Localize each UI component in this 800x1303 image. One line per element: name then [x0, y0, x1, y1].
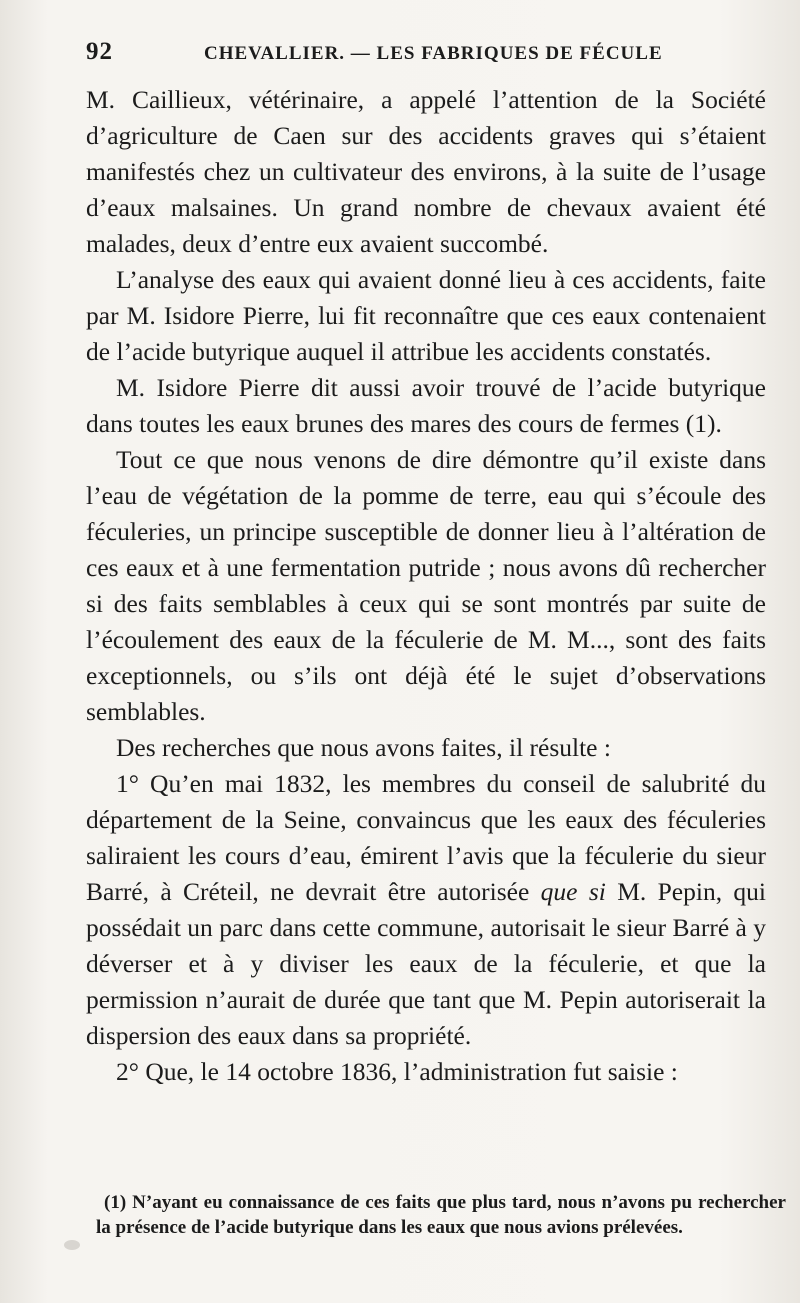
paragraph-3: M. Isidore Pierre dit aussi avoir trouvé de l’acide butyrique dans toutes les eaux brunes des mares des cours de fermes (1).	[86, 373, 766, 438]
page-number: 92	[86, 38, 113, 65]
paragraph-6-text-a: 1° Qu’en mai 1832, les membres du conseil de salubrité du département de la Seine, convaincus que les eaux des féculeries saliraient les cours d’eau, émirent l’avis que la féculerie du sieur Barré, à Créteil, ne devrait être autorisée	[86, 769, 766, 906]
footnote-1: (1) N’ayant eu connaissance de ces faits que plus tard, nous n’avons pu rechercher la présence de l’acide butyrique dans les eaux que nous avions prélevées.	[96, 1192, 786, 1238]
body-text	[86, 82, 766, 1090]
paragraph-6	[86, 766, 766, 1054]
ink-smudge	[64, 1240, 80, 1250]
paragraph-6-emphasis: que si	[540, 877, 606, 906]
running-head: CHEVALLIER. — LES FABRIQUES DE FÉCULE	[204, 43, 663, 64]
footnotes	[96, 1190, 786, 1240]
page-header	[86, 38, 766, 72]
paragraph-6-text-b: M. Pepin, qui possédait un parc dans cette commune, autorisait le sieur Barré à y déverser et à y diviser les eaux de la féculerie, et que la permission n’aurait de durée que tant que M. Pepin autoriserait la dispersion des eaux dans sa propriété.	[86, 877, 767, 1050]
paragraph-2: L’analyse des eaux qui avaient donné lieu à ces accidents, faite par M. Isidore Pierre, lui fit reconnaître que ces eaux contenaient de l’acide butyrique auquel il attribue les accidents constatés.	[86, 265, 766, 366]
paragraph-5: Des recherches que nous avons faites, il résulte :	[116, 733, 611, 762]
paragraph-7: 2° Que, le 14 octobre 1836, l’administration fut saisie :	[116, 1057, 678, 1086]
paragraph-4: Tout ce que nous venons de dire démontre qu’il existe dans l’eau de végétation de la pomme de terre, eau qui s’écoule des féculeries, un principe susceptible de donner lieu à l’altération de ces eaux et à une fermentation putride ; nous avons dû rechercher si des faits semblables à ceux qui se sont montrés par suite de l’écoulement des eaux de la féculerie de M. M..., sont des faits exceptionnels, ou s’ils ont déjà été le sujet d’observations semblables.	[86, 445, 766, 726]
paragraph-1: M. Caillieux, vétérinaire, a appelé l’attention de la Société d’agriculture de Caen sur des accidents graves qui s’étaient manifestés chez un cultivateur des environs, à la suite de l’usage d’eaux malsaines. Un grand nombre de chevaux avaient été malades, deux d’entre eux avaient succombé.	[86, 85, 766, 258]
